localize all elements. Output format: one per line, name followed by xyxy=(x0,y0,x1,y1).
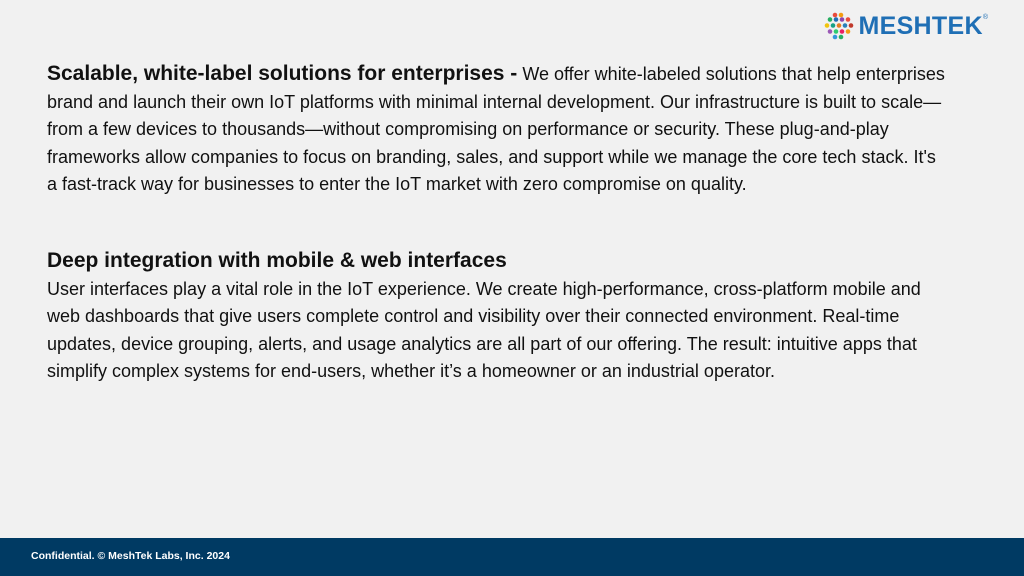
section-white-label-text xyxy=(47,60,947,199)
section-white-label xyxy=(47,60,947,199)
meshtek-logo xyxy=(824,12,988,40)
footer-bar xyxy=(0,538,1024,576)
section-integration-text xyxy=(47,246,947,386)
dot-grid-logo-icon xyxy=(824,12,854,40)
registered-mark: ® xyxy=(982,14,988,21)
confidential-notice: Confidential. © MeshTek Labs, Inc. 2024 xyxy=(31,550,230,562)
section-integration-body: User interfaces play a vital role in the IoT experience. We create high-performance, cross-platform mobile and web dashboards that give users complete control and visibility over their connected environment. Real-time updates, device grouping, alerts, and usage analytics are all part of our offering. The result: intuitive apps that simplify complex systems for end-users, whether it’s a homeowner or an industrial operator. xyxy=(47,278,921,381)
main-content xyxy=(47,60,947,386)
logo-wordmark: MESHTEK xyxy=(858,12,983,40)
section-white-label-heading: Scalable, white-label solutions for enterprises - xyxy=(47,62,518,85)
section-integration-heading: Deep integration with mobile & web interfaces xyxy=(47,248,507,272)
section-integration xyxy=(47,246,947,386)
section-white-label-body: We offer white-labeled solutions that help enterprises brand and launch their own IoT platforms with minimal internal development. Our infrastructure is built to scale—from a few devices to thousands—without compromising on performance or security. These plug-and-play frameworks allow companies to focus on branding, sales, and support while we manage the core tech stack. It's a fast-track way for businesses to enter the IoT market with zero compromise on quality. xyxy=(47,64,945,194)
